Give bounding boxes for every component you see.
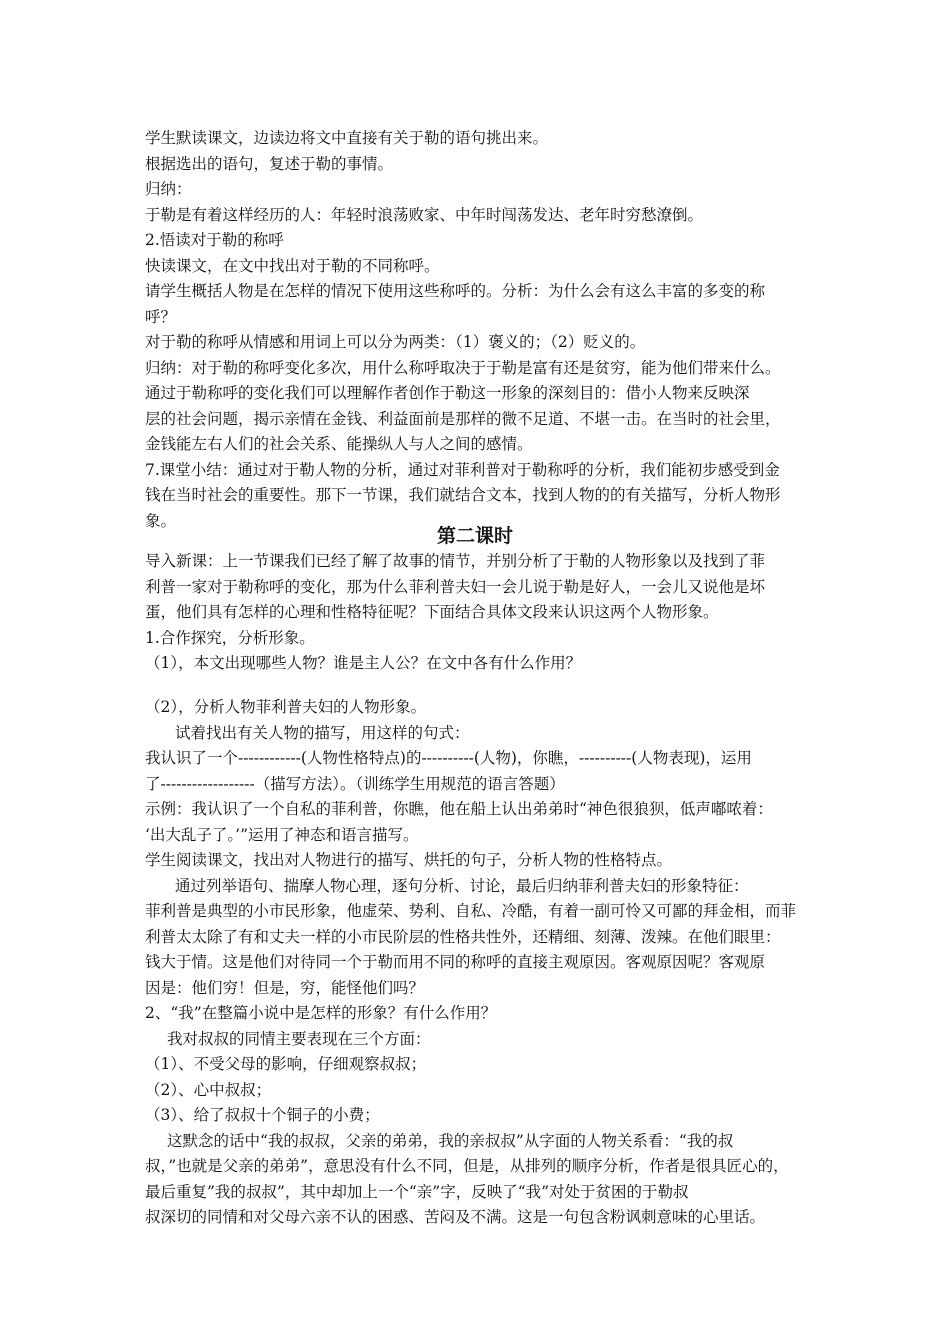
paragraph-line: 我对叔叔的同情主要表现在三个方面： (167, 1029, 431, 1048)
paragraph-line: 快读课文，在文中找出对于勒的不同称呼。 (145, 256, 440, 275)
paragraph-line: 呼？ (145, 307, 177, 326)
paragraph-line: 归纳：对于勒的称呼变化多次，用什么称呼取决于于勒是富有还是贫穷，能为他们带来什么。 (145, 358, 781, 377)
section-two-part-b (145, 695, 813, 1231)
paragraph-line: 1.合作探究，分析形象。 (145, 628, 315, 647)
paragraph-line: 蛋，他们具有怎样的心理和性格特征呢？下面结合具体文段来认识这两个人物形象。 (145, 603, 719, 621)
paragraph-line: 菲利普是典型的小市民形象，他虚荣、势利、自私、冷酷，有着一副可怜又可鄙的拜金相，而菲 (145, 902, 797, 920)
paragraph-line: 层的社会问题，揭示亲情在金钱、利益面前是那样的微不足道、不堪一击。在当时的社会里， (145, 409, 781, 428)
paragraph-line: 请学生概括人物是在怎样的情况下使用这些称呼的。分析：为什么会有这么丰富的多变的称 (145, 282, 766, 300)
paragraph-line: 这默念的话中“我的叔叔，父亲的弟弟，我的亲叔叔”从字面的人物关系看：“我的叔 (167, 1131, 734, 1150)
paragraph-line: （2）、心中叔叔； (145, 1080, 272, 1099)
paragraph-line: （1）、不受父母的影响，仔细观察叔叔； (145, 1055, 427, 1073)
section-heading: 第二课时 (436, 525, 513, 547)
paragraph-line: 2、“我”在整篇小说中是怎样的形象？有什么作用？ (145, 1004, 497, 1022)
paragraph-line: （3）、给了叔叔十个铜子的小费； (145, 1106, 380, 1124)
paragraph-line: 叔，”也就是父亲的弟弟”，意思没有什么不同，但是，从排列的顺序分析，作者是很具匠心的， (145, 1157, 789, 1175)
paragraph-line: 最后重复”我的叔叔”，其中却加上一个“亲”字，反映了“我”对处于贫困的于勒叔 (145, 1182, 689, 1201)
paragraph-line: ‘出大乱子了。’”运用了神态和语言描写。 (145, 825, 419, 844)
paragraph-line: 试着找出有关人物的描写，用这样的句式： (175, 723, 470, 742)
paragraph-line: 示例：我认识了一个自私的菲利普，你瞧，他在船上认出弟弟时“神色很狼狈，低声嘟哝着： (145, 800, 773, 818)
paragraph-line: 对于勒的称呼从情感和用词上可以分为两类：（1）褒义的；（2）贬义的。 (145, 333, 646, 351)
paragraph-line: 了------------------（描写方法）。（训练学生用规范的语言答题） (145, 774, 565, 793)
paragraph-line: 通过列举语句、揣摩人物心理，逐句分析、讨论，最后归纳菲利普夫妇的形象特征： (175, 876, 749, 895)
paragraph-line: 于勒是有着这样经历的人：年轻时浪荡败家、中年时闯荡发达、老年时穷愁潦倒。 (145, 205, 704, 224)
paragraph-line: （1），本文出现哪些人物？谁是主人公？在文中各有什么作用？ (145, 654, 582, 672)
paragraph-line: 2.悟读对于勒的称呼 (145, 231, 284, 249)
paragraph-line: 学生阅读课文，找出对人物进行的描写、烘托的句子，分析人物的性格特点。 (145, 851, 673, 869)
paragraph-line: 因是：他们穷！但是，穷，能怪他们吗？ (145, 978, 425, 997)
section-two (145, 549, 813, 677)
paragraph-line: 导入新课：上一节课我们已经了解了故事的情节，并别分析了于勒的人物形象以及找到了菲 (145, 552, 766, 570)
paragraph-line: 利普太太除了有和丈夫一样的小市民阶层的性格共性外，还精细、刻薄、泼辣。在他们眼里： (145, 927, 781, 946)
paragraph-line: 我认识了一个------------(人物性格特点)的----------(人物)，你瞧，----------(人物表现)，运用 (145, 749, 752, 767)
paragraph-line: 利普一家对于勒称呼的变化，那为什么菲利普夫妇一会儿说于勒是好人，一会儿又说他是坏 (145, 577, 766, 596)
paragraph-line: 根据选出的语句，复述于勒的事情。 (145, 154, 394, 173)
paragraph-line: 钱大于情。这是他们对待同一个于勒而用不同的称呼的直接主观原因。客观原因呢？客观原 (145, 953, 766, 971)
paragraph-line: 金钱能左右人们的社会关系、能操纵人与人之间的感情。 (145, 435, 533, 453)
paragraph-line: 学生默读课文，边读边将文中直接有关于勒的语句挑出来。 (145, 129, 549, 147)
paragraph-line: （2），分析人物菲利普夫妇的人物形象。 (145, 698, 427, 716)
paragraph-line: 钱在当时社会的重要性。那下一节课，我们就结合文本，找到人物的的有关描写，分析人物形 (145, 486, 781, 504)
section-one (145, 126, 813, 534)
paragraph-line: 归纳： (145, 180, 192, 198)
paragraph-line: 7.课堂小结：通过对于勒人物的分析，通过对菲利普对于勒称呼的分析，我们能初步感受到金 (145, 460, 780, 479)
paragraph-line: 通过于勒称呼的变化我们可以理解作者创作于勒这一形象的深刻目的：借小人物来反映深 (145, 384, 750, 402)
paragraph-line: 象。 (145, 511, 177, 530)
paragraph-line: 叔深切的同情和对父母六亲不认的困惑、苦闷及不满。这是一句包含粉讽刺意味的心里话。 (145, 1208, 766, 1226)
